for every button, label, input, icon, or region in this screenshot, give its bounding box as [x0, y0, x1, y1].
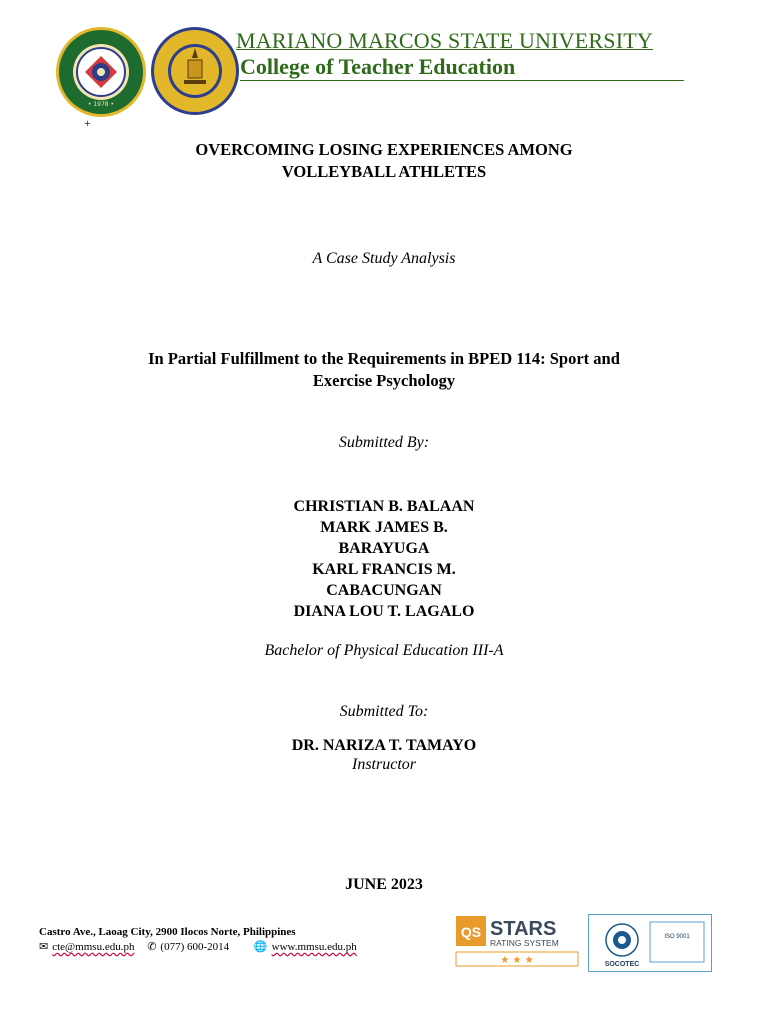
- document-subtitle: A Case Study Analysis: [312, 250, 456, 267]
- footer-email[interactable]: cte@mmsu.edu.ph: [52, 941, 135, 953]
- socotec-text: SOCOTEC: [604, 961, 640, 968]
- document-title: [0, 139, 768, 183]
- footer-contacts: [39, 940, 361, 953]
- footer-phone: (077) 600-2014: [160, 941, 230, 953]
- instructor-name: DR. NARIZA T. TAMAYO: [291, 737, 477, 754]
- socotec-iso-badge: [588, 914, 712, 972]
- submitted-to-label: Submitted To:: [339, 703, 429, 720]
- header-divider: [240, 80, 684, 81]
- author-line: MARK JAMES B.: [320, 519, 448, 536]
- cte-seal-logo: [150, 26, 240, 116]
- requirement-line-1: In Partial Fulfillment to the Requirements in BPED 114: Sport and: [148, 349, 620, 368]
- instructor-role: Instructor: [352, 756, 416, 773]
- author-line: DIANA LOU T. LAGALO: [293, 603, 475, 620]
- svg-text:• 1978 •: • 1978 •: [87, 101, 115, 108]
- iso-text: ISO 9001: [664, 934, 690, 940]
- requirement-line-2: Exercise Psychology: [312, 371, 456, 390]
- university-name: MARIANO MARCOS STATE UNIVERSITY: [236, 28, 653, 53]
- qs-stars-rating: ★ ★ ★: [500, 955, 534, 966]
- author-line: CHRISTIAN B. BALAAN: [293, 498, 475, 515]
- qs-subtitle-text: RATING SYSTEM: [490, 938, 559, 948]
- plus-marker: +: [84, 116, 91, 130]
- author-line: BARAYUGA: [338, 540, 430, 557]
- author-line: KARL FRANCIS M.: [312, 561, 456, 578]
- title-line-1: OVERCOMING LOSING EXPERIENCES AMONG: [195, 140, 573, 159]
- author-line: CABACUNGAN: [326, 582, 442, 599]
- requirement-text: [0, 348, 768, 392]
- email-icon: ✉: [39, 941, 49, 953]
- footer-website[interactable]: www.mmsu.edu.ph: [271, 941, 357, 953]
- qs-stars-badge: [450, 908, 584, 970]
- qs-title-text: STARS: [490, 918, 557, 940]
- qs-logo-text: QS: [460, 924, 482, 940]
- author-list: [0, 496, 768, 622]
- program-name: Bachelor of Physical Education III-A: [264, 642, 504, 659]
- globe-icon: 🌐: [253, 941, 268, 953]
- phone-icon: ✆: [147, 941, 157, 953]
- mmsu-seal-logo: [55, 26, 147, 118]
- submission-date: JUNE 2023: [345, 876, 423, 893]
- college-name: College of Teacher Education: [240, 54, 516, 79]
- title-line-2: VOLLEYBALL ATHLETES: [281, 162, 487, 181]
- submitted-by-label: Submitted By:: [338, 434, 430, 451]
- footer-address: Castro Ave., Laoag City, 2900 Ilocos Norte, Philippines: [39, 926, 296, 938]
